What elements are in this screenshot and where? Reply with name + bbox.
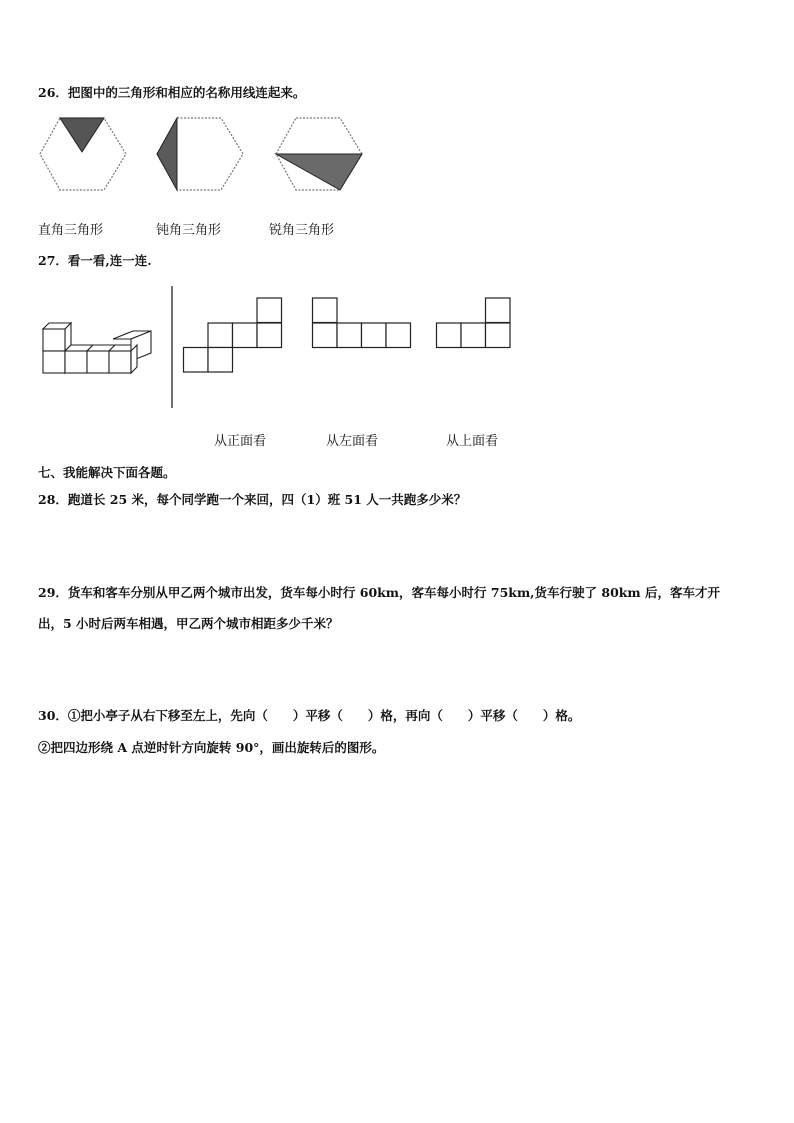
q30-line2: ②把四边形绕 A 点逆时针方向旋转 90°，画出旋转后的图形。: [38, 740, 385, 755]
label-obtuse-triangle: 钝角三角形: [156, 223, 222, 238]
hexagon-acute-triangle-figure: [274, 116, 364, 194]
label-left-view: 从左面看: [326, 434, 379, 449]
label-acute-triangle: 锐角三角形: [269, 223, 335, 238]
hexagon-obtuse-triangle-figure: [155, 116, 245, 194]
hexagon-right-triangle-figure: [38, 116, 128, 194]
section7-title: 七、我能解决下面各题。: [38, 465, 176, 480]
label-front-view: 从正面看: [214, 434, 267, 449]
q30-line1: 30．①把小亭子从右下移至左上，先向（ ）平移（ ）格，再向（ ）平移（ ）格。: [38, 708, 581, 723]
view-grid-a: [182, 297, 286, 377]
q29-line2: 出，5 小时后两车相遇，甲乙两个城市相距多少千米？: [38, 616, 339, 631]
q28-text: 28．跑道长 25 米，每个同学跑一个来回，四（1）班 51 人一共跑多少米？: [38, 492, 467, 507]
q27-title: 27．看一看,连一连.: [38, 253, 152, 268]
label-right-triangle: 直角三角形: [38, 223, 104, 238]
label-top-view: 从上面看: [446, 434, 499, 449]
view-grid-c: [435, 297, 517, 353]
view-grid-b: [311, 297, 417, 353]
cube-stack-figure: [40, 320, 160, 380]
q29-line1: 29．货车和客车分别从甲乙两个城市出发，货车每小时行 60km，客车每小时行 75km,货车行驶了 80km 后，客车才开: [38, 585, 721, 600]
q26-title: 26．把图中的三角形和相应的名称用线连起来。: [38, 85, 306, 100]
divider-line: [170, 286, 174, 408]
